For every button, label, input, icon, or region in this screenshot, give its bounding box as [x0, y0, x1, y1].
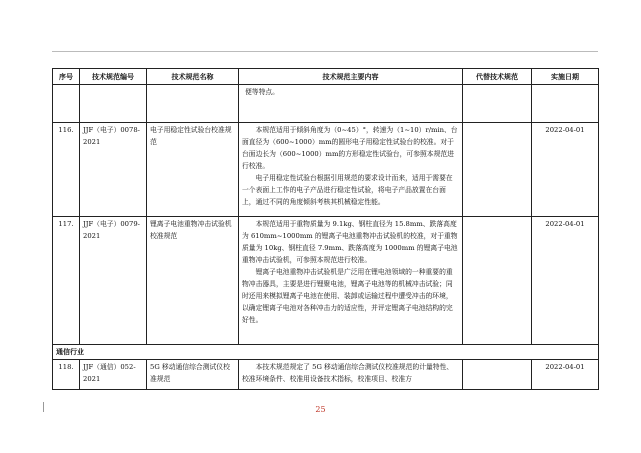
row-content	[239, 217, 463, 345]
row-code: JJF（电子）0079-2021	[80, 217, 147, 345]
row-no: 117.	[53, 217, 80, 345]
header-code: 技术规范编号	[80, 69, 147, 85]
header-name: 技术规范名称	[147, 69, 239, 85]
row-no: 118.	[53, 360, 80, 390]
content-para: 锂离子电池重物冲击试验机是广泛用在锂电池领域的一种重要的重物冲击器具，主要是进行锂聚电池，锂离子电池等的机械冲击试验；同时还用来模拟锂离子电池在使用、装卸或运输过程中遭受冲击的环境，以确定锂离子电池对各种冲击力的适应性，并评定锂离子电池结构的完好性。	[242, 268, 453, 324]
row-no: 116.	[53, 123, 80, 217]
row-replace	[463, 217, 532, 345]
header-date: 实施日期	[532, 69, 599, 85]
row-replace	[463, 123, 532, 217]
row-date: 2022-04-01	[532, 123, 599, 217]
table-row	[53, 360, 599, 390]
row-content	[239, 123, 463, 217]
row-content: 本技术规范规定了 5G 移动通信综合测试仪校准规范的计量特性、校准环境条件、校准用设备技术指标，校准项目、校准方	[239, 360, 463, 390]
header-row	[53, 69, 599, 85]
row-code: JJF（通信）052-2021	[80, 360, 147, 390]
table-row	[53, 123, 599, 217]
header-no: 序号	[53, 69, 80, 85]
header-content: 技术规范主要内容	[239, 69, 463, 85]
section-row	[53, 345, 599, 360]
header-replace: 代替技术规范	[463, 69, 532, 85]
continuation-text: 便等特点。	[239, 85, 463, 123]
row-name: 电子用稳定性试验台校准规范	[147, 123, 239, 217]
content-para: 本规范适用于重物质量为 9.1kg、钢柱直径为 15.8mm、跌落高度为 610mm~1000mm 的锂离子电池重物冲击试验机的校准，对于重物质量为 10kg、钢柱直径 7.9mm、跌落高度为 1000mm 的锂离子电池重物冲击试验机，可参照本规范进行校准。	[242, 220, 458, 264]
spec-table	[52, 68, 599, 390]
row-date: 2022-04-01	[532, 217, 599, 345]
continuation-row	[53, 85, 599, 123]
content-para: 本规范适用于倾斜角度为（0~45）°，转速为（1~10）r/min、台面直径为（600~1000）mm的圆形电子用稳定性试验台的校准。对于台面边长为（600~1000）mm的方形稳定性试验台，可参照本规范进行校准。	[242, 126, 458, 170]
content-para: 电子用稳定性试验台根据引用规范的要求设计而来，适用于需要在一个表面上工作的电子产品进行稳定性试验，将电子产品放置在台面上，通过不同的角度倾斜考核其机械稳定性能。	[242, 174, 453, 206]
page-number: 25	[315, 405, 326, 414]
header-rule	[52, 51, 598, 52]
table-row	[53, 217, 599, 345]
row-date: 2022-04-01	[532, 360, 599, 390]
row-code: JJF（电子）0078-2021	[80, 123, 147, 217]
section-title: 通信行业	[53, 345, 599, 360]
row-name: 5G 移动通信综合测试仪校准规范	[147, 360, 239, 390]
row-name: 锂离子电池重物冲击试验机校准规范	[147, 217, 239, 345]
row-replace	[463, 360, 532, 390]
